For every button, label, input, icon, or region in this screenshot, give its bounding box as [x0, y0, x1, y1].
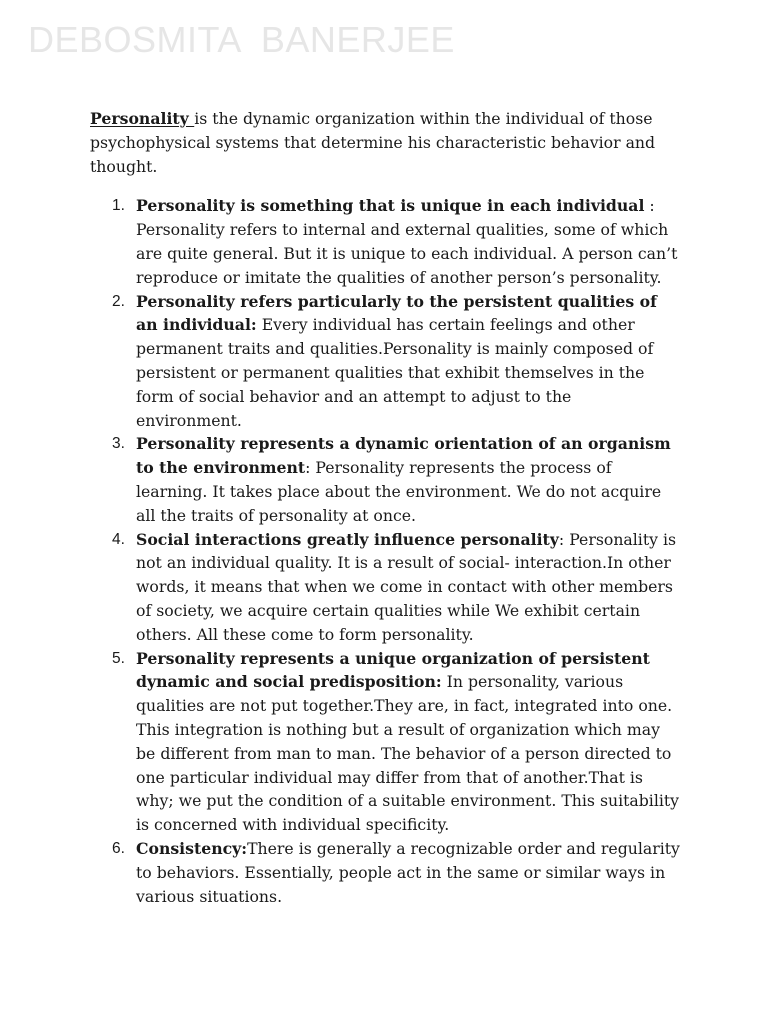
list-item-heading: Personality refers particularly to the persistent qualities of an individual:: [136, 291, 657, 335]
list-item-heading: Consistency:: [136, 838, 248, 858]
list-item-number: 1.: [112, 197, 125, 215]
list-item-number: 4.: [112, 530, 125, 548]
list-item: [90, 837, 680, 908]
list-item-text: : Personality represents the process of learning. It takes place about the environment. We do not acquire all the traits of personality at once.: [136, 458, 662, 525]
list-item-text: Every individual has certain feelings and other permanent traits and qualities.Personality is mainly composed of persistent or permanent qualities that exhibit themselves in the form of social behavior and an attempt to adjust to the environment.: [136, 315, 654, 430]
list-item: [90, 528, 680, 647]
author-watermark: DEBOSMITA BANERJEE: [28, 19, 455, 60]
list-item: [90, 647, 680, 837]
list-item-heading: Personality is something that is unique in each individual: [136, 196, 645, 216]
definition-paragraph: [90, 107, 680, 178]
list-item-heading: Personality represents a dynamic orientation of an organism to the environment: [136, 434, 671, 478]
list-item-number: 3.: [112, 435, 125, 453]
list-item-text: : Personality is not an individual quality. It is a result of social- interaction.In other words, it means that when we come in contact with other members of society, we acquire certain qualities while We exhibit certain others. All these come to form personality.: [136, 529, 677, 644]
list-item-number: 5.: [112, 649, 125, 667]
list-item-heading: Personality represents a unique organization of persistent dynamic and social predisposition:: [136, 648, 650, 692]
list-item-text: There is generally a recognizable order and regularity to behaviors. Essentially, people act in the same or similar ways in various situations.: [136, 838, 680, 906]
document-body: [90, 107, 680, 908]
list-item-heading: Social interactions greatly influence personality: [136, 529, 559, 549]
characteristics-list: [90, 194, 680, 908]
list-item-text: In personality, various qualities are not put together.They are, in fact, integrated into one. This integration is nothing but a result of organization which may be different from man to man. The behavior of a person directed to one particular individual may differ from that of another.That is why; we put the condition of a suitable environment. This suitability is concerned with individual specificity.: [136, 672, 680, 835]
definition-term: Personality: [90, 109, 195, 128]
definition-text: is the dynamic organization within the individual of those psychophysical systems that determine his characteristic behavior and thought.: [90, 109, 656, 176]
list-item: [90, 290, 680, 433]
list-item-text: : Personality refers to internal and external qualities, some of which are quite general. But it is unique to each individual. A person can’t reproduce or imitate the qualities of another person’s personality.: [136, 196, 678, 287]
list-item-number: 2.: [112, 292, 125, 310]
list-item: [90, 194, 680, 289]
list-item-number: 6.: [112, 839, 125, 857]
list-item: [90, 432, 680, 527]
